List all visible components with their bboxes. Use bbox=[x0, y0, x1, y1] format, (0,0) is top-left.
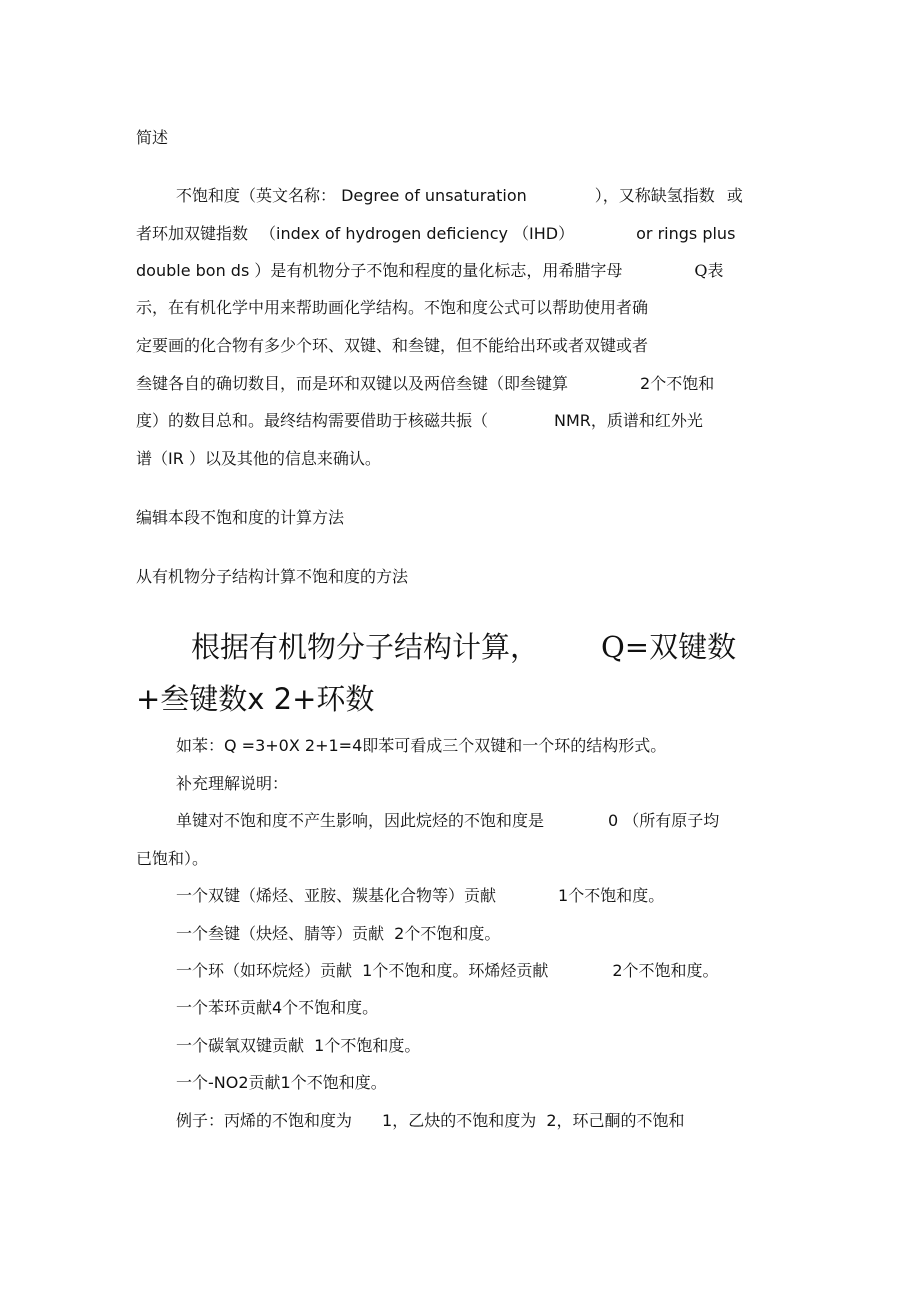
rule-single-bond: 单键对不饱和度不产生影响，因此烷烃的不饱和度是 0 （所有原子均 bbox=[176, 811, 720, 830]
rule-single-bond-cont: 已饱和）。 bbox=[136, 849, 209, 868]
intro-line-4: 示，在有机化学中用来帮助画化学结构。不饱和度公式可以帮助使用者确 bbox=[136, 298, 649, 317]
rule-benzene-ring: 一个苯环贡献4个不饱和度。 bbox=[176, 998, 379, 1017]
rule-ring: 一个环（如环烷烃）贡献 1个不饱和度。环烯烃贡献 2个不饱和度。 bbox=[176, 961, 719, 980]
intro-line-5: 定要画的化合物有多少个环、双键、和叁键，但不能给出环或者双键或者 bbox=[136, 336, 649, 355]
formula-line-1: 根据有机物分子结构计算， Q=双键数 bbox=[191, 630, 737, 664]
example-benzene: 如苯：Q =3+0X 2+1=4即苯可看成三个双键和一个环的结构形式。 bbox=[176, 736, 667, 755]
rule-carbonyl: 一个碳氧双键贡献 1个不饱和度。 bbox=[176, 1036, 421, 1055]
supplement-title: 补充理解说明： bbox=[176, 774, 289, 793]
formula-line-2: +叁键数x 2+环数 bbox=[136, 682, 375, 716]
intro-line-3: double bon ds ）是有机物分子不饱和程度的量化标志，用希腊字母 Q表 bbox=[136, 261, 724, 280]
section-heading-edit: 编辑本段不饱和度的计算方法 bbox=[136, 508, 345, 527]
rule-nitro: 一个-NO2贡献1个不饱和度。 bbox=[176, 1073, 387, 1092]
intro-line-1: 不饱和度（英文名称： Degree of unsaturation ），又称缺氢指数 或 bbox=[176, 186, 743, 205]
rule-triple-bond: 一个叁键（炔烃、腈等）贡献 2个不饱和度。 bbox=[176, 924, 501, 943]
section-heading-overview: 简述 bbox=[136, 128, 169, 147]
intro-line-8: 谱（IR ）以及其他的信息来确认。 bbox=[136, 449, 381, 468]
intro-line-6: 叁键各自的确切数目，而是环和双键以及两倍叁键（即叁键算 2个不饱和 bbox=[136, 374, 715, 393]
intro-line-2: 者环加双键指数 （index of hydrogen deficiency （IHD） or rings plus bbox=[136, 224, 736, 243]
section-heading-from-structure: 从有机物分子结构计算不饱和度的方法 bbox=[136, 567, 409, 586]
rule-double-bond: 一个双键（烯烃、亚胺、羰基化合物等）贡献 1个不饱和度。 bbox=[176, 886, 665, 905]
intro-line-7: 度）的数目总和。最终结构需要借助于核磁共振（ NMR，质谱和红外光 bbox=[136, 411, 703, 430]
examples-line: 例子：丙烯的不饱和度为 1，乙炔的不饱和度为 2，环己酮的不饱和 bbox=[176, 1111, 685, 1130]
